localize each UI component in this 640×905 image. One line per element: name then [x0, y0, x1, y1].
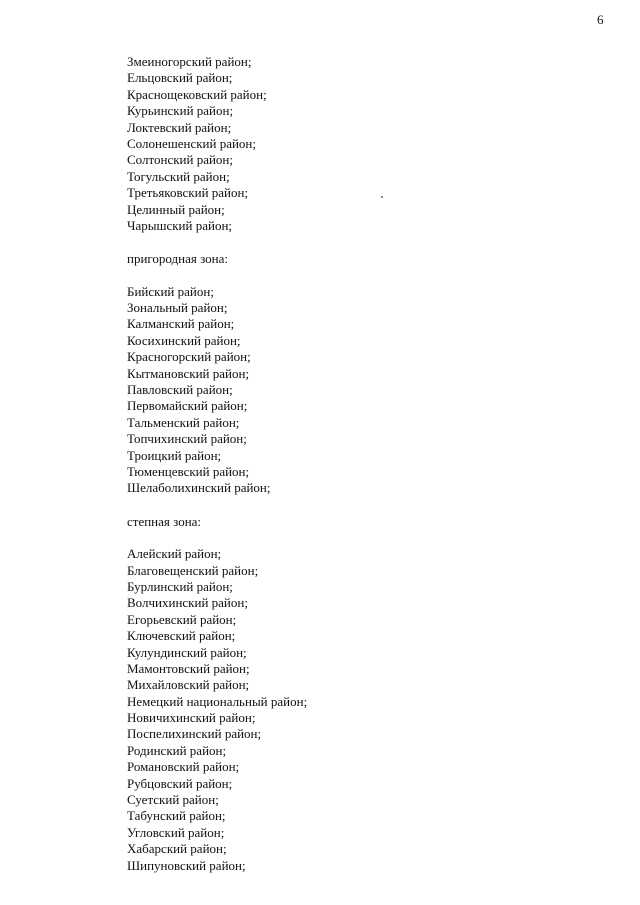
list-item: Тогульский район; — [127, 168, 230, 184]
list-item: Бийский район; — [127, 283, 214, 299]
list-item: Рубцовский район; — [127, 775, 233, 791]
list-item: Благовещенский район; — [127, 562, 259, 578]
district-list-group-3 — [127, 546, 607, 874]
list-item: Волчихинский район; — [127, 595, 248, 611]
list-item: Калманский район; — [127, 316, 235, 332]
list-item: Чарышский район; — [127, 217, 233, 233]
list-item: Тальменский район; — [127, 414, 240, 430]
list-item: Немецкий национальный район; — [127, 693, 308, 709]
list-item: Поспелихинский район; — [127, 726, 262, 742]
list-item: Новичихинский район; — [127, 710, 256, 726]
section-heading-steppe: степная зона: — [127, 513, 202, 529]
list-item: Михайловский район; — [127, 677, 250, 693]
document-body — [127, 54, 607, 874]
list-item: Зональный район; — [127, 300, 228, 316]
list-item: Романовский район; — [127, 759, 240, 775]
list-item: Кулундинский район; — [127, 644, 247, 660]
district-list-group-2 — [127, 284, 607, 497]
list-item: Топчихинский район; — [127, 431, 247, 447]
list-item: Родинский район; — [127, 742, 227, 758]
list-item: Ельцовский район; — [127, 70, 233, 86]
list-item: Павловский район; — [127, 382, 233, 398]
list-item: Целинный район; — [127, 201, 225, 217]
list-item: Третьяковский район; — [127, 185, 249, 201]
list-item: Локтевский район; — [127, 119, 232, 135]
list-item: Алейский район; — [127, 546, 222, 562]
list-item: Косихинский район; — [127, 332, 241, 348]
section-heading-suburban: пригородная зона: — [127, 251, 229, 267]
list-item: Угловский район; — [127, 824, 225, 840]
list-item: Хабарский район; — [127, 841, 227, 857]
list-item: Троицкий район; — [127, 447, 222, 463]
list-item: Мамонтовский район; — [127, 660, 250, 676]
list-item: Шипуновский район; — [127, 857, 246, 873]
list-item: Бурлинский район; — [127, 578, 233, 594]
list-item: Суетский район; — [127, 792, 219, 808]
list-item: Змеиногорский район; — [127, 54, 252, 69]
district-list-group-1 — [127, 54, 607, 234]
list-item: Красногорский район; — [127, 349, 251, 365]
list-item: Егорьевский район; — [127, 611, 237, 627]
page-number: 6 — [597, 12, 604, 27]
list-item: Солтонский район; — [127, 152, 233, 168]
list-item: Солонешенский район; — [127, 135, 256, 151]
list-item: Курьинский район; — [127, 103, 234, 119]
list-item: Первомайский район; — [127, 398, 248, 414]
list-item: Тюменцевский район; — [127, 463, 250, 479]
list-item: Краснощековский район; — [127, 86, 267, 102]
list-item: Шелаболихинский район; — [127, 480, 271, 496]
list-item: Ключевский район; — [127, 628, 236, 644]
list-item: Табунский район; — [127, 808, 226, 824]
list-item: Кытмановский район; — [127, 365, 250, 381]
